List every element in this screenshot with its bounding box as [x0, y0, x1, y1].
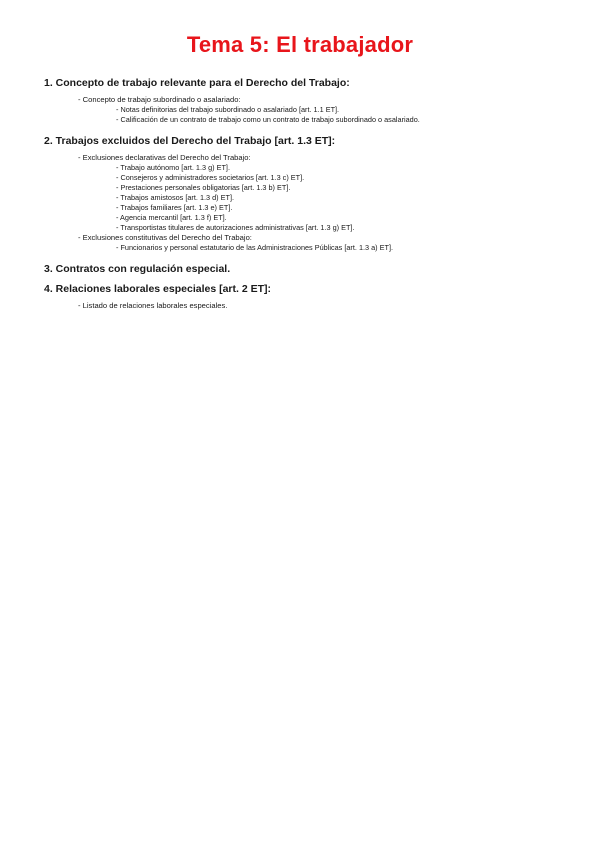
list-item: - Funcionarios y personal estatutario de las Administraciones Públicas [art. 1.3 a) ET]. [116, 243, 394, 252]
subsection-group [78, 153, 574, 253]
subsection-heading: - Listado de relaciones laborales especiales. [78, 301, 228, 310]
subsection-heading: - Exclusiones declarativas del Derecho del Trabajo: [78, 153, 251, 162]
list-item: - Trabajo autónomo [art. 1.3 g) ET]. [116, 163, 230, 172]
list-item: - Notas definitorias del trabajo subordinado o asalariado [art. 1.1 ET]. [116, 105, 340, 114]
section-heading: 3. Contratos con regulación especial. [44, 263, 231, 275]
section-4 [44, 282, 574, 311]
outline [44, 76, 574, 317]
section-heading: 2. Trabajos excluidos del Derecho del Trabajo [art. 1.3 ET]: [44, 135, 336, 147]
list-item: - Calificación de un contrato de trabajo como un contrato de trabajo subordinado o asalariado. [116, 115, 420, 124]
subsection-group [78, 301, 574, 311]
list-item: - Trabajos amistosos [art. 1.3 d) ET]. [116, 193, 235, 202]
section-heading: 1. Concepto de trabajo relevante para el Derecho del Trabajo: [44, 77, 350, 89]
section-1 [44, 76, 574, 125]
section-3 [44, 262, 574, 276]
section-heading: 4. Relaciones laborales especiales [art. 2 ET]: [44, 283, 272, 295]
subsection-heading: - Concepto de trabajo subordinado o asalariado: [78, 95, 241, 104]
list-item: - Consejeros y administradores societarios [art. 1.3 c) ET]. [116, 173, 305, 182]
subsection-heading: - Exclusiones constitutivas del Derecho del Trabajo: [78, 233, 252, 242]
list-item: - Agencia mercantil [art. 1.3 f) ET]. [116, 213, 227, 222]
page-title: Tema 5: El trabajador [186, 32, 414, 57]
list-item: - Transportistas titulares de autorizaciones administrativas [art. 1.3 g) ET]. [116, 223, 355, 232]
list-item: - Prestaciones personales obligatorias [art. 1.3 b) ET]. [116, 183, 291, 192]
section-2 [44, 134, 574, 253]
list-item: - Trabajos familiares [art. 1.3 e) ET]. [116, 203, 233, 212]
subsection-group [78, 95, 574, 125]
